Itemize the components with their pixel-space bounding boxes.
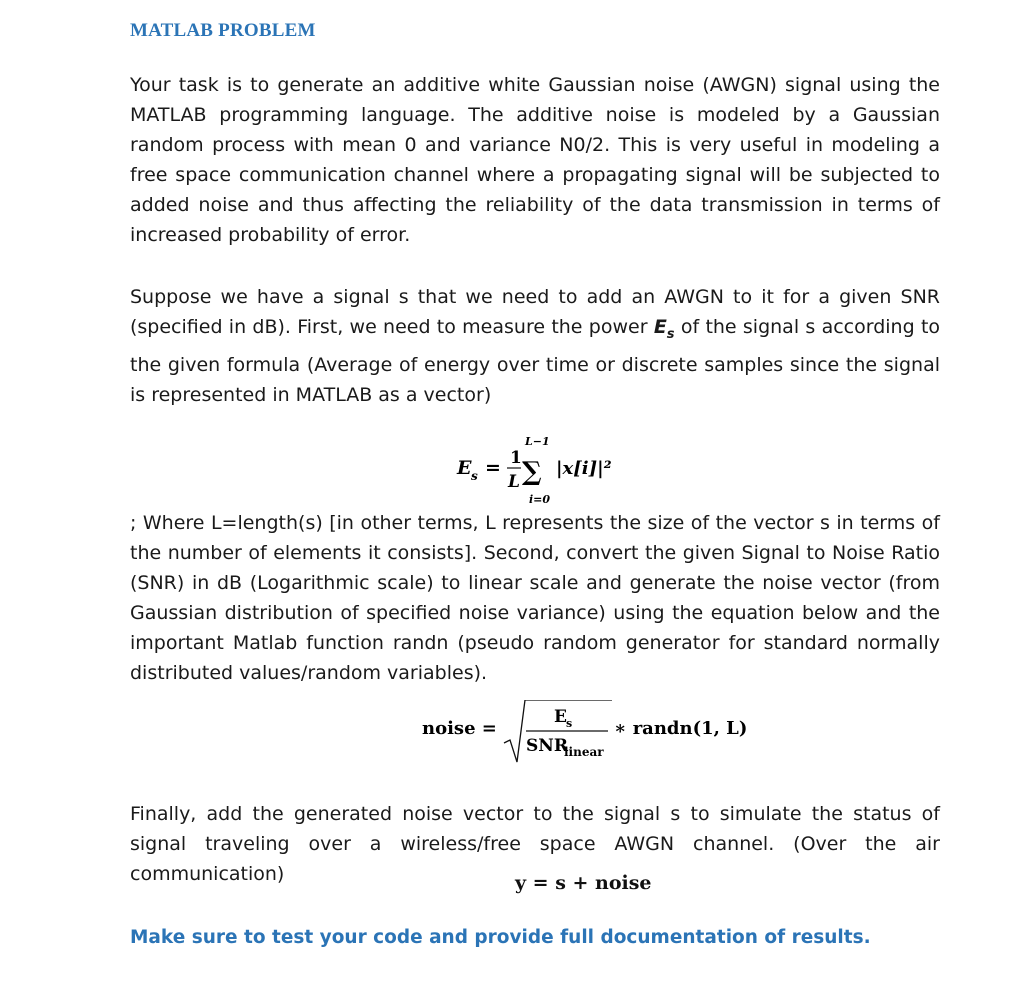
energy-frac-den: L — [508, 472, 520, 492]
sum-icon: ∑ — [522, 457, 542, 487]
energy-frac-num: 1 — [510, 448, 522, 468]
noise-den-sub: linear — [564, 745, 604, 759]
noise-rhs: ∗ randn(1, L) — [614, 718, 748, 739]
energy-lhs: E — [457, 457, 472, 479]
document-title: MATLAB PROBLEM — [130, 20, 316, 41]
energy-lhs-sub: s — [471, 469, 478, 483]
sum-lower: i=0 — [529, 493, 551, 506]
noise-num-sub: s — [566, 717, 573, 730]
signal-power-paragraph — [130, 282, 940, 410]
energy-equals: = — [485, 457, 501, 479]
noise-num: E — [554, 707, 567, 727]
length-paragraph: ; Where L=length(s) [in other terms, L represents the size of the vector s in terms of the number of elements it consists]. Second, convert the given Signal to Noise Ratio (SNR) in dB (Logarithmic scale) to linear scale and generate the noise vector (from Gaussian distribution of specified noise variance) using the equation below and the important Matlab function randn (pseudo random generator for standard normally distributed values/random variables). — [130, 512, 940, 684]
energy-equation-graphic — [455, 432, 625, 507]
inline-power-symbol: $E_s$ — [653, 316, 675, 342]
signal-power-text-a: Suppose we have a signal s that we need to add an AWGN to it for a given SNR (specified in dB). First, we need to measure the power — [130, 286, 940, 338]
final-paragraph: Finally, add the generated noise vector to the signal s to simulate the status of signal traveling over a wireless/free space AWGN channel. (Over the air communication) — [130, 803, 940, 885]
intro-paragraph: Your task is to generate an additive white Gaussian noise (AWGN) signal using the MATLAB programming language. The additive noise is modeled by a Gaussian random process with mean 0 and variance N0/2. This is very useful in modeling a free space communication channel where a propagating signal will be subjected to added noise and thus affecting the reliability of the data transmission in terms of increased probability of error. — [130, 74, 940, 246]
noise-lhs: noise = — [422, 718, 497, 739]
output-equation: y = s + noise — [515, 872, 652, 894]
sum-upper: L−1 — [525, 435, 550, 448]
noise-equation-graphic — [422, 700, 752, 770]
footer-note: Make sure to test your code and provide full documentation of results. — [130, 927, 871, 948]
noise-den: SNR — [526, 736, 568, 756]
energy-equation — [455, 432, 625, 512]
signal-power-text-b: of the signal s according to the given formula (Average of energy over time or discrete samples since the signal is represented in MATLAB as a vector) — [130, 316, 941, 406]
noise-equation — [422, 700, 752, 775]
energy-summand: |x[i]|² — [556, 458, 612, 479]
